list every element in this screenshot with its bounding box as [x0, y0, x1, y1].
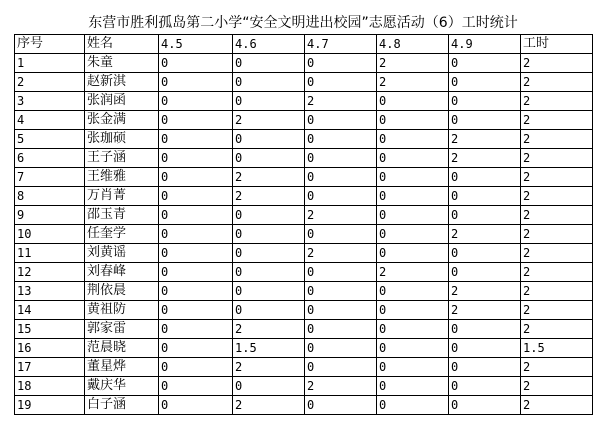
table-row — [15, 130, 593, 149]
column-header-day-4-8[interactable]: 4.8 — [377, 35, 449, 54]
cell-day-4-9[interactable]: 0 — [449, 396, 521, 415]
cell-day-4-6[interactable]: 0 — [233, 73, 305, 92]
cell-day-4-6[interactable]: 0 — [233, 263, 305, 282]
cell-hours[interactable]: 2 — [521, 244, 593, 263]
hours-table — [14, 34, 593, 415]
cell-day-4-5[interactable]: 0 — [159, 187, 233, 206]
cell-day-4-6[interactable]: 0 — [233, 149, 305, 168]
cell-day-4-6[interactable]: 0 — [233, 377, 305, 396]
cell-hours[interactable]: 1.5 — [521, 339, 593, 358]
cell-day-4-9[interactable]: 2 — [449, 149, 521, 168]
cell-day-4-5[interactable]: 0 — [159, 396, 233, 415]
cell-index[interactable]: 19 — [15, 396, 85, 415]
cell-index[interactable]: 11 — [15, 244, 85, 263]
cell-day-4-7[interactable]: 0 — [305, 263, 377, 282]
cell-day-4-6[interactable]: 0 — [233, 130, 305, 149]
cell-day-4-8[interactable]: 0 — [377, 320, 449, 339]
cell-day-4-9[interactable]: 0 — [449, 111, 521, 130]
cell-index[interactable]: 8 — [15, 187, 85, 206]
cell-index[interactable]: 14 — [15, 301, 85, 320]
cell-name[interactable]: 邵玉青 — [85, 206, 159, 225]
cell-day-4-5[interactable]: 0 — [159, 130, 233, 149]
cell-day-4-9[interactable]: 0 — [449, 206, 521, 225]
cell-index[interactable]: 17 — [15, 358, 85, 377]
cell-day-4-9[interactable]: 0 — [449, 320, 521, 339]
cell-day-4-7[interactable]: 2 — [305, 377, 377, 396]
cell-day-4-7[interactable]: 0 — [305, 339, 377, 358]
cell-hours[interactable]: 2 — [521, 396, 593, 415]
cell-day-4-7[interactable]: 2 — [305, 206, 377, 225]
column-header-index[interactable]: 序号 — [15, 35, 85, 54]
cell-day-4-7[interactable]: 2 — [305, 244, 377, 263]
cell-day-4-9[interactable]: 0 — [449, 54, 521, 73]
cell-index[interactable]: 18 — [15, 377, 85, 396]
cell-name[interactable]: 董星烨 — [85, 358, 159, 377]
cell-hours[interactable]: 2 — [521, 130, 593, 149]
table-row — [15, 187, 593, 206]
cell-day-4-6[interactable]: 0 — [233, 92, 305, 111]
cell-name[interactable]: 张金满 — [85, 111, 159, 130]
cell-hours[interactable]: 2 — [521, 187, 593, 206]
cell-day-4-8[interactable]: 0 — [377, 377, 449, 396]
cell-name[interactable]: 万肖菁 — [85, 187, 159, 206]
cell-day-4-8[interactable]: 0 — [377, 206, 449, 225]
cell-index[interactable]: 9 — [15, 206, 85, 225]
cell-day-4-5[interactable]: 0 — [159, 377, 233, 396]
cell-day-4-9[interactable]: 0 — [449, 263, 521, 282]
cell-day-4-6[interactable]: 1.5 — [233, 339, 305, 358]
cell-day-4-8[interactable]: 0 — [377, 339, 449, 358]
cell-index[interactable]: 6 — [15, 149, 85, 168]
cell-name[interactable]: 张珈硕 — [85, 130, 159, 149]
cell-day-4-5[interactable]: 0 — [159, 168, 233, 187]
cell-hours[interactable]: 2 — [521, 320, 593, 339]
cell-day-4-6[interactable]: 0 — [233, 244, 305, 263]
cell-name[interactable]: 王子涵 — [85, 149, 159, 168]
spreadsheet — [14, 13, 592, 415]
cell-hours[interactable]: 2 — [521, 377, 593, 396]
cell-day-4-8[interactable]: 2 — [377, 73, 449, 92]
cell-day-4-7[interactable]: 0 — [305, 282, 377, 301]
cell-day-4-5[interactable]: 0 — [159, 54, 233, 73]
cell-hours[interactable]: 2 — [521, 111, 593, 130]
cell-day-4-5[interactable]: 0 — [159, 225, 233, 244]
cell-day-4-8[interactable]: 0 — [377, 396, 449, 415]
cell-day-4-8[interactable]: 0 — [377, 301, 449, 320]
cell-day-4-8[interactable]: 0 — [377, 187, 449, 206]
table-row — [15, 111, 593, 130]
cell-day-4-8[interactable]: 2 — [377, 54, 449, 73]
cell-index[interactable]: 12 — [15, 263, 85, 282]
cell-day-4-9[interactable]: 2 — [449, 225, 521, 244]
column-header-day-4-9[interactable]: 4.9 — [449, 35, 521, 54]
table-row — [15, 92, 593, 111]
cell-index[interactable]: 16 — [15, 339, 85, 358]
cell-day-4-5[interactable]: 0 — [159, 206, 233, 225]
table-row — [15, 54, 593, 73]
cell-day-4-7[interactable]: 0 — [305, 149, 377, 168]
cell-name[interactable]: 赵新淇 — [85, 73, 159, 92]
cell-hours[interactable]: 2 — [521, 73, 593, 92]
cell-index[interactable]: 15 — [15, 320, 85, 339]
cell-day-4-6[interactable]: 0 — [233, 282, 305, 301]
cell-name[interactable]: 朱童 — [85, 54, 159, 73]
cell-day-4-6[interactable]: 0 — [233, 225, 305, 244]
cell-day-4-9[interactable]: 0 — [449, 339, 521, 358]
cell-name[interactable]: 刘黄谣 — [85, 244, 159, 263]
cell-day-4-8[interactable]: 0 — [377, 225, 449, 244]
column-header-day-4-5[interactable]: 4.5 — [159, 35, 233, 54]
cell-day-4-5[interactable]: 0 — [159, 301, 233, 320]
cell-day-4-7[interactable]: 0 — [305, 168, 377, 187]
cell-day-4-9[interactable]: 0 — [449, 92, 521, 111]
cell-day-4-7[interactable]: 0 — [305, 187, 377, 206]
table-body — [15, 35, 593, 415]
cell-day-4-5[interactable]: 0 — [159, 92, 233, 111]
cell-index[interactable]: 5 — [15, 130, 85, 149]
cell-hours[interactable]: 2 — [521, 263, 593, 282]
table-row — [15, 282, 593, 301]
cell-index[interactable]: 1 — [15, 54, 85, 73]
column-header-name[interactable]: 姓名 — [85, 35, 159, 54]
cell-name[interactable]: 荆依晨 — [85, 282, 159, 301]
cell-name[interactable]: 郭家雷 — [85, 320, 159, 339]
cell-day-4-9[interactable]: 0 — [449, 73, 521, 92]
table-row — [15, 320, 593, 339]
cell-day-4-7[interactable]: 0 — [305, 301, 377, 320]
cell-day-4-6[interactable]: 2 — [233, 358, 305, 377]
cell-index[interactable]: 3 — [15, 92, 85, 111]
cell-hours[interactable]: 2 — [521, 282, 593, 301]
cell-day-4-8[interactable]: 0 — [377, 149, 449, 168]
cell-day-4-5[interactable]: 0 — [159, 339, 233, 358]
cell-day-4-9[interactable]: 0 — [449, 358, 521, 377]
cell-hours[interactable]: 2 — [521, 358, 593, 377]
cell-day-4-8[interactable]: 0 — [377, 168, 449, 187]
cell-hours[interactable]: 2 — [521, 92, 593, 111]
cell-name[interactable]: 王维雅 — [85, 168, 159, 187]
cell-index[interactable]: 4 — [15, 111, 85, 130]
cell-day-4-6[interactable]: 2 — [233, 320, 305, 339]
cell-index[interactable]: 10 — [15, 225, 85, 244]
table-row — [15, 225, 593, 244]
cell-name[interactable]: 范晨晓 — [85, 339, 159, 358]
cell-day-4-5[interactable]: 0 — [159, 358, 233, 377]
cell-day-4-7[interactable]: 0 — [305, 396, 377, 415]
cell-day-4-5[interactable]: 0 — [159, 244, 233, 263]
cell-day-4-8[interactable]: 0 — [377, 92, 449, 111]
cell-day-4-5[interactable]: 0 — [159, 282, 233, 301]
cell-day-4-9[interactable]: 2 — [449, 301, 521, 320]
table-row — [15, 206, 593, 225]
cell-day-4-9[interactable]: 0 — [449, 187, 521, 206]
table-row — [15, 358, 593, 377]
cell-hours[interactable]: 2 — [521, 225, 593, 244]
cell-index[interactable]: 7 — [15, 168, 85, 187]
cell-day-4-6[interactable]: 2 — [233, 111, 305, 130]
cell-day-4-6[interactable]: 2 — [233, 396, 305, 415]
cell-name[interactable]: 张润函 — [85, 92, 159, 111]
cell-hours[interactable]: 2 — [521, 54, 593, 73]
cell-day-4-7[interactable]: 0 — [305, 130, 377, 149]
cell-day-4-5[interactable]: 0 — [159, 320, 233, 339]
cell-day-4-6[interactable]: 0 — [233, 301, 305, 320]
cell-day-4-7[interactable]: 0 — [305, 358, 377, 377]
table-row — [15, 301, 593, 320]
cell-day-4-7[interactable]: 0 — [305, 54, 377, 73]
table-row — [15, 339, 593, 358]
cell-day-4-5[interactable]: 0 — [159, 111, 233, 130]
sheet-title: 东营市胜利孤岛第二小学“安全文明进出校园”志愿活动（6）工时统计 — [88, 15, 518, 31]
cell-index[interactable]: 13 — [15, 282, 85, 301]
table-row — [15, 149, 593, 168]
cell-hours[interactable]: 2 — [521, 168, 593, 187]
cell-day-4-5[interactable]: 0 — [159, 149, 233, 168]
cell-name[interactable]: 刘春峰 — [85, 263, 159, 282]
cell-name[interactable]: 任奎学 — [85, 225, 159, 244]
cell-hours[interactable]: 2 — [521, 206, 593, 225]
cell-hours[interactable]: 2 — [521, 149, 593, 168]
cell-day-4-7[interactable]: 0 — [305, 111, 377, 130]
table-row — [15, 396, 593, 415]
table-row — [15, 168, 593, 187]
table-row — [15, 263, 593, 282]
cell-day-4-8[interactable]: 0 — [377, 244, 449, 263]
column-header-hours[interactable]: 工时 — [521, 35, 593, 54]
cell-day-4-8[interactable]: 0 — [377, 282, 449, 301]
cell-day-4-9[interactable]: 2 — [449, 130, 521, 149]
cell-name[interactable]: 黄祖防 — [85, 301, 159, 320]
cell-day-4-6[interactable]: 0 — [233, 54, 305, 73]
cell-day-4-7[interactable]: 2 — [305, 92, 377, 111]
cell-day-4-9[interactable]: 0 — [449, 168, 521, 187]
cell-day-4-6[interactable]: 2 — [233, 168, 305, 187]
cell-day-4-8[interactable]: 0 — [377, 358, 449, 377]
cell-day-4-9[interactable]: 0 — [449, 244, 521, 263]
cell-day-4-9[interactable]: 2 — [449, 282, 521, 301]
cell-day-4-8[interactable]: 2 — [377, 263, 449, 282]
cell-day-4-6[interactable]: 0 — [233, 206, 305, 225]
header-row — [15, 35, 593, 54]
cell-hours[interactable]: 2 — [521, 301, 593, 320]
cell-name[interactable]: 白子涵 — [85, 396, 159, 415]
cell-index[interactable]: 2 — [15, 73, 85, 92]
cell-day-4-8[interactable]: 0 — [377, 111, 449, 130]
column-header-day-4-7[interactable]: 4.7 — [305, 35, 377, 54]
cell-day-4-6[interactable]: 2 — [233, 187, 305, 206]
cell-day-4-7[interactable]: 0 — [305, 320, 377, 339]
table-row — [15, 73, 593, 92]
table-row — [15, 244, 593, 263]
column-header-day-4-6[interactable]: 4.6 — [233, 35, 305, 54]
cell-day-4-9[interactable]: 0 — [449, 377, 521, 396]
cell-day-4-7[interactable]: 0 — [305, 73, 377, 92]
table-row — [15, 377, 593, 396]
cell-name[interactable]: 戴庆华 — [85, 377, 159, 396]
cell-day-4-5[interactable]: 0 — [159, 263, 233, 282]
cell-day-4-5[interactable]: 0 — [159, 73, 233, 92]
cell-day-4-7[interactable]: 0 — [305, 225, 377, 244]
cell-day-4-8[interactable]: 0 — [377, 130, 449, 149]
